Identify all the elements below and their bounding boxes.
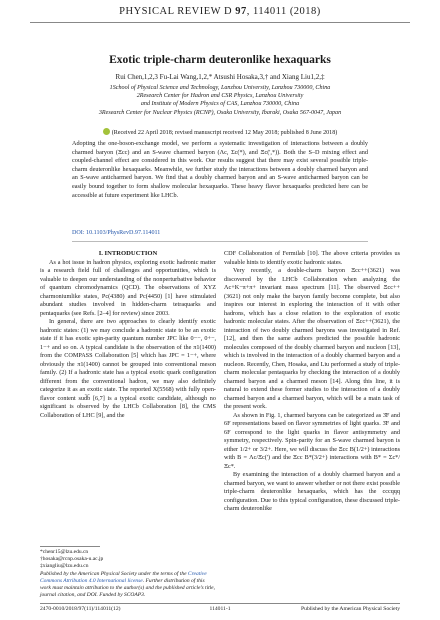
affiliations [40, 84, 400, 117]
author-list: Rui Chen,1,2,3 Fu-Lai Wang,1,2,* Atsushi Hosaka,3,† and Xiang Liu1,2,‡ [115, 73, 325, 81]
license-notice [40, 571, 216, 599]
intro-paragraph-4: Very recently, a double-charm baryon Ξcc++(3621) was discovered by the LHCb Collaboration when analyzing the Λc+K−π+π+ invariant mass spectrum [11]. The observed Ξcc++(3621) not only make the baryon family become complete, but also inspires our interest in exploring the interaction of it with other hadrons, which has a close relation to the exploration of exotic hadronic molecular states. After the observation of Ξcc++(3621), the interaction of two doubly charmed baryons was investigated in Ref. [12], and then the same authors predicted the possible hadronic molecules composed of the doubly charmed baryon and nucleon [13], which is involved in the interaction of a doubly charmed baryon and a nucleon. Recently, Chen, Hosaka, and Liu performed a study of triple-charm molecular pentaquarks by checking the interaction of a doubly charmed baryon and a charmed meson [14]. Along this line, it is natural to extend these former studies to the interaction of a doubly charmed baryon and a charmed baryon, which will be a main task of the present work. [224, 267, 400, 410]
left-column [40, 250, 216, 420]
footnote-email-2[interactable]: †hosaka@rcnp.osaka-u.ac.jp [40, 556, 104, 562]
affiliation-3: 3Research Center for Nuclear Physics (RCNP), Osaka University, Ibaraki, Osaka 567-0047, Japan [98, 109, 342, 116]
page-number: 114011-1 [209, 606, 231, 612]
affiliation-1: 1School of Physical Science and Technology, Lanzhou University, Lanzhou 730000, China [109, 85, 331, 91]
license-link[interactable]: Creative Commons Attribution 4.0 International license [40, 571, 207, 584]
paper-title: Exotic triple-charm deuteronlike hexaquarks [109, 54, 331, 66]
journal-volume: 97 [235, 6, 247, 17]
affiliation-2-cont: and Institute of Modern Physics of CAS, Lanzhou 730000, China [140, 101, 300, 108]
footer-rule [40, 603, 400, 604]
abstract-rule [72, 241, 368, 242]
doi-link[interactable]: DOI: 10.1103/PhysRevD.97.114011 [72, 230, 161, 236]
abstract: Adopting the one-boson-exchange model, we perform a systematic investigation of interactions between a doubly charmed baryon (Ξcc) and an S-wave charmed baryon (Λc, Σc(*), and Ξc(',*)). Both the S–D mixing effect and coupled-channel effect are considered in this work. Our results suggest that there may exist several possible triple-charm deuteronlike hexaquarks. Meanwhile, we further study the interactions between a doubly charmed baryon and an S-wave anticharmed baryon. We find that a doubly charmed baryon and an S-wave anticharmed baryon can be easily bound together to form shallow molecular hexaquarks. These heavy flavor hexaquarks predicted here can be accessible at future experiment like LHCb. [72, 140, 368, 199]
footnote-email-1[interactable]: *chenr15@lzu.edu.cn [40, 549, 89, 555]
publication-dates [0, 128, 440, 136]
footnote-email-3[interactable]: ‡xiangliu@lzu.edu.cn [40, 563, 89, 569]
intro-paragraph-3: CDF Collaboration of Fermilab [10]. The above criteria provides us valuable hints to identify exotic hadronic states. [224, 250, 400, 266]
article-number: 114011 (2018) [252, 6, 321, 17]
affiliation-2: 2Research Center for Hadron and CSR Physics, Lanzhou University [136, 93, 304, 100]
journal-name: PHYSICAL REVIEW D [119, 6, 233, 17]
section-heading: I. INTRODUCTION [98, 250, 158, 257]
footer-issn: 2470-0010/2018/97(11)/114011(12) [40, 606, 121, 612]
right-column [224, 250, 400, 514]
intro-paragraph-1: As a hot issue in hadron physics, exploring exotic hadronic matter is a research field full of challenges and opportunities, which is valuable to deepen our understanding of the nonperturbative behavior of quantum chromodynamics (QCD). The observations of XYZ charmoniumlike states, Pc(4380) and Pc(4450) [1] have stimulated abundant studies involved in hidden-charm tetraquarks and pentaquarks (see Refs. [2–4] for review) since 2003. [40, 258, 216, 317]
intro-paragraph-2: In general, there are two approaches to clearly identify exotic hadronic states: (1) we may conclude a hadronic state to be an exotic state if it has exotic spin-parity quantum number JPC like 0−−, 0+−, 1−+ and so on. A typical candidate is the observation of the π1(1400) from the COMPASS Collaboration [5] which has JPC = 1−+, where obviously the π1(1400) cannot be grouped into conventional meson family. (2) If a hadronic state has a typical exotic quark configuration different from the conventional hadron, we may also definitely categorize it as an exotic state. The reported X(5568) with fully open-flavor content sud̄b̄ [6,7] is a typical exotic candidate, although no significant is observed by the LHCb Collaboration [8], the CMS Collaboration of LHC [9], and the [40, 318, 216, 419]
footnotes [40, 549, 216, 570]
footnote-rule [40, 546, 100, 547]
license-suffix: . Further distribution of this work must maintain attribution to the author(s) and the published article’s title, journal citation, and DOI. Funded by SCOAP3. [40, 578, 215, 598]
dates-text: (Received 22 April 2018; revised manuscript received 12 May 2018; published 8 June 2018) [111, 130, 338, 136]
intro-paragraph-5: As shown in Fig. 1, charmed baryons can be categorized as 3̄F and 6F representations based on flavor symmetries of light quarks. 3̄F and 6F correspond to the light quarks in flavor antisymmetry and symmetry, respectively. Spin-parity for an S-wave charmed baryon is either 1/2+ or 3/2+. Here, we will discuss the Ξcc B(1/2+) interactions with B = Λc/Ξc(') and the Ξcc B*(3/2+) interactions with B* = Σc*/Ξc*. [224, 411, 400, 470]
journal-header: PHYSICAL REVIEW D 97, 114011 (2018) [119, 6, 321, 17]
license-prefix: Published by the American Physical Society under the terms of the [40, 571, 188, 577]
crossmark-icon[interactable] [103, 128, 110, 135]
header-rule [30, 22, 410, 23]
footer-publisher: Published by the American Physical Society [301, 606, 400, 612]
intro-paragraph-6: By examining the interaction of a doubly charmed baryon and a charmed baryon, we want to answer whether or not there exist possible triple-charm deuteronlike hexaquarks, which has the cccqqq configuration. Due to this typical configuration, these discussed triple-charm deuteronlike [224, 471, 400, 512]
